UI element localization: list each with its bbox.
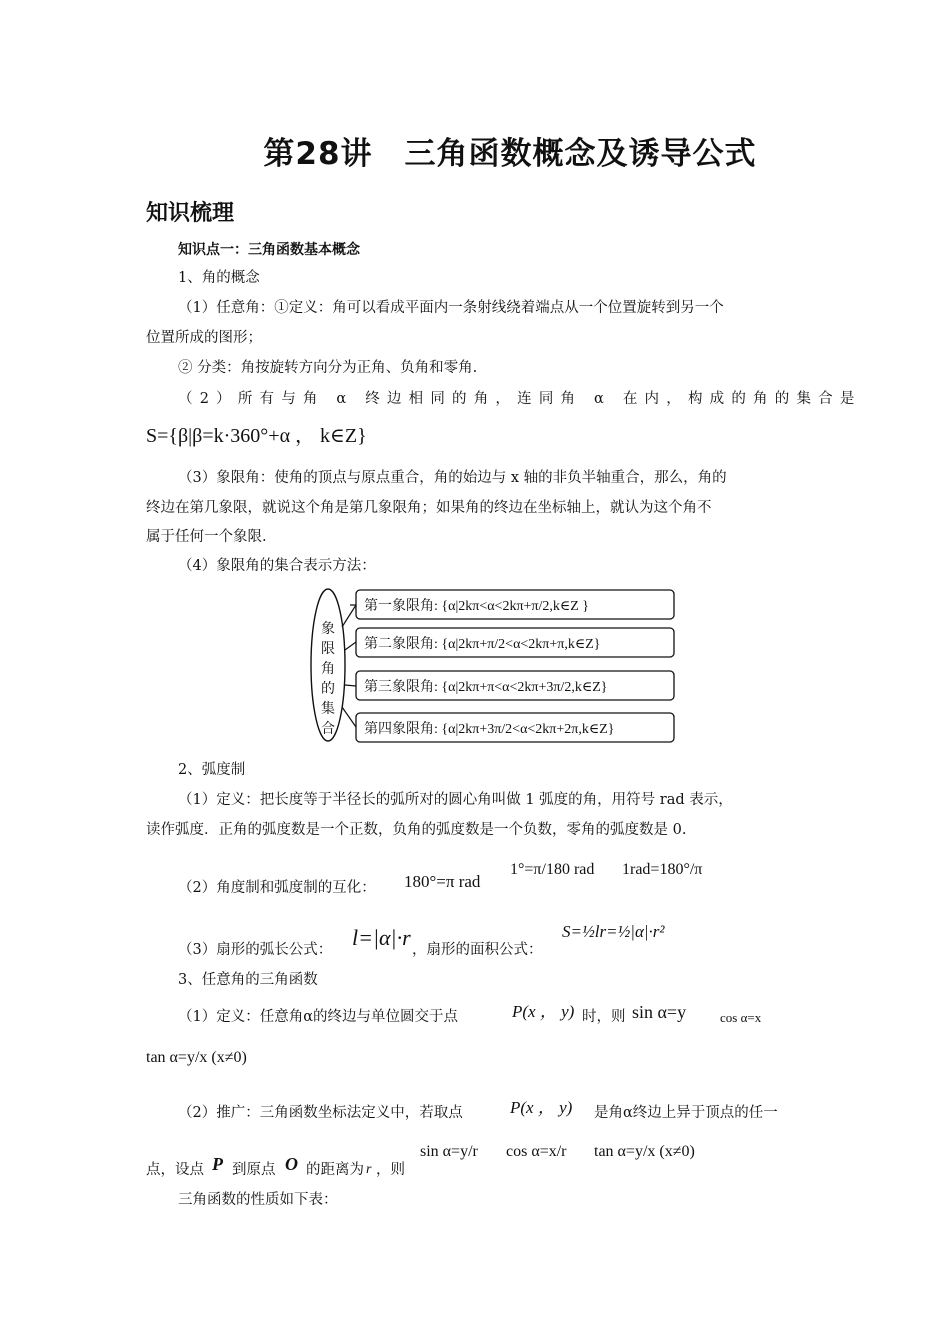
paragraph: ，则: [376, 1162, 405, 1178]
quadrant-set-diagram: [308, 585, 680, 745]
paragraph: （2）推广：三角函数坐标法定义中，若取点: [178, 1105, 463, 1121]
paragraph: 读作弧度．正角的弧度数是一个正数，负角的弧度数是一个负数，零角的弧度数是 0.: [146, 822, 687, 838]
paragraph: 属于任何一个象限.: [146, 529, 267, 545]
paragraph: 到原点: [232, 1162, 276, 1178]
paragraph: （1）任意角：①定义：角可以看成平面内一条射线绕着端点从一个位置旋转到另一个: [178, 300, 724, 316]
subsection-2: 2、弧度制: [178, 762, 246, 778]
paragraph: ，扇形的面积公式：: [412, 942, 543, 958]
paragraph: 的距离为: [306, 1162, 364, 1178]
diagram-quadrant-2: 第二象限角: {α|2kπ+π/2<α<2kπ+π,k∈Z}: [364, 637, 601, 652]
diagram-quadrant-3: 第三象限角: {α|2kπ+π<α<2kπ+3π/2,k∈Z}: [364, 680, 608, 695]
formula-tan: tan α=y/x (x≠0): [146, 1049, 247, 1066]
paragraph: （4）象限角的集合表示方法：: [178, 558, 376, 574]
formula-one-degree: 1°=π/180 rad: [510, 861, 595, 878]
symbol-o: O: [285, 1154, 298, 1174]
paragraph: （2）所有与角 α 终边相同的角，连同角 α 在内，构成的角的集合是: [178, 391, 862, 407]
paragraph: （2）角度制和弧度制的互化：: [178, 880, 376, 896]
point-p-general: P(x ， y): [510, 1098, 573, 1117]
symbol-p: P: [212, 1154, 223, 1174]
page-title: 第28讲 三角函数概念及诱导公式: [263, 136, 757, 172]
section-heading: 知识梳理: [146, 201, 235, 226]
paragraph: 终边在第几象限，就说这个角是第几象限角；如果角的终边在坐标轴上，就认为这个角不: [146, 500, 712, 516]
paragraph: 三角函数的性质如下表：: [178, 1192, 338, 1208]
paragraph: （3）象限角：使角的顶点与原点重合，角的始边与 x 轴的非负半轴重合，那么，角的: [178, 470, 727, 486]
paragraph: （1）定义：把长度等于半径长的弧所对的圆心角叫做 1 弧度的角，用符号 rad 表示，: [178, 792, 733, 808]
paragraph: 是角α终边上异于顶点的任一: [594, 1105, 778, 1121]
diagram-center-char: 角: [321, 662, 335, 677]
symbol-r: r: [366, 1162, 372, 1177]
knowledge-point-heading: 知识点一：三角函数基本概念: [178, 242, 360, 258]
formula-sin-general: sin α=y/r: [420, 1143, 478, 1160]
diagram-center-char: 的: [321, 682, 335, 697]
formula-sector-area: S=½lr=½|α|·r²: [562, 922, 665, 941]
paragraph: 位置所成的图形；: [146, 330, 262, 346]
formula-tan-general: tan α=y/x (x≠0): [594, 1143, 695, 1160]
paragraph: （1）定义：任意角α的终边与单位圆交于点: [178, 1009, 459, 1025]
diagram-quadrant-4: 第四象限角: {α|2kπ+3π/2<α<2kπ+2π,k∈Z}: [364, 722, 615, 737]
diagram-center-char: 集: [321, 702, 335, 717]
formula-arc-length: l=|α|·r: [352, 925, 411, 950]
formula-degree-radian: 180°=π rad: [404, 872, 481, 891]
paragraph: 点，设点: [146, 1162, 204, 1178]
paragraph: （3）扇形的弧长公式：: [178, 942, 333, 958]
paragraph: ② 分类：角按旋转方向分为正角、负角和零角.: [178, 360, 478, 376]
formula-cos: cos α=x: [720, 1010, 762, 1025]
subsection-3: 3、任意角的三角函数: [178, 972, 318, 988]
diagram-center-char: 合: [321, 722, 335, 737]
diagram-center-char: 限: [321, 642, 335, 657]
diagram-center-char: 象: [321, 622, 335, 637]
diagram-quadrant-1: 第一象限角: {α|2kπ<α<2kπ+π/2,k∈Z }: [364, 599, 589, 614]
paragraph: 时，则: [582, 1009, 626, 1025]
formula-coterminal-set: S={β|β=k·360°+α ， k∈Z}: [146, 425, 367, 447]
point-p: P(x ， y): [512, 1002, 575, 1021]
formula-one-radian: 1rad=180°/π: [622, 861, 703, 878]
subsection-1: 1、角的概念: [178, 270, 260, 286]
formula-sin: sin α=y: [632, 1002, 687, 1022]
formula-cos-general: cos α=x/r: [506, 1143, 567, 1160]
